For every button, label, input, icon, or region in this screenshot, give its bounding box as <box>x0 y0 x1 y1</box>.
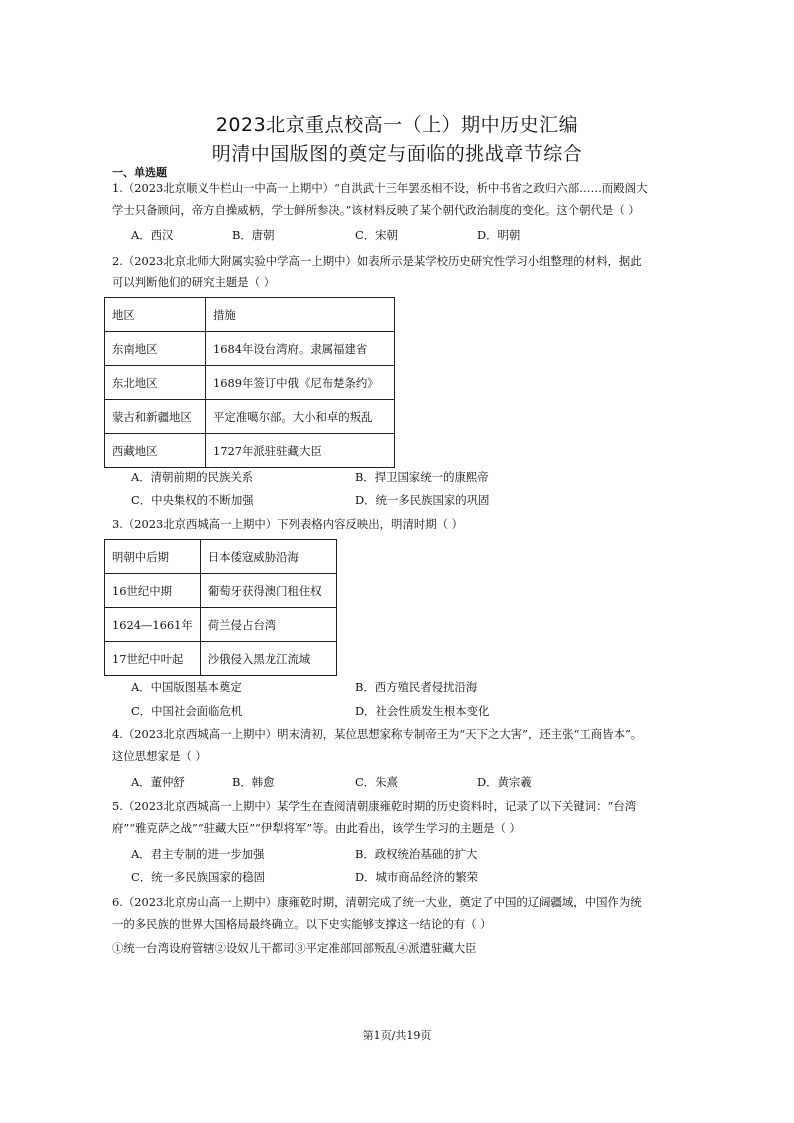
q4-option-b: B．韩愈 <box>232 775 275 789</box>
q2-option-b: B．捍卫国家统一的康熙帝 <box>355 470 489 484</box>
table-row <box>105 608 337 642</box>
table-row <box>105 434 395 468</box>
q5-option-b: B．政权统治基础的扩大 <box>355 847 478 861</box>
q4-option-a: A．董仲舒 <box>131 775 185 789</box>
q4-option-d: D．黄宗羲 <box>477 775 532 789</box>
q2-option-a: A．清朝前期的民族关系 <box>131 470 254 484</box>
table-row <box>105 540 337 574</box>
table-cell: 西藏地区 <box>105 434 206 468</box>
table-cell: 16世纪中期 <box>105 574 201 608</box>
table-cell: 平定准噶尔部。大小和卓的叛乱 <box>206 400 395 434</box>
table-cell: 葡萄牙获得澳门租住权 <box>200 574 336 608</box>
q1-text-line2: 学士只备顾问，帝方自操威柄，学士鲜所参决。”该材料反映了某个朝代政治制度的变化。这个朝代是（ ） <box>112 203 640 217</box>
q1-text-line1: 1.（2023北京顺义牛栏山一中高一上期中）“自洪武十三年罢丞相不设，析中书省之政归六部……而殿阁大 <box>112 181 648 195</box>
q2-text-line1: 2.（2023北京北师大附属实验中学高一上期中）如表所示是某学校历史研究性学习小组整理的材料，据此 <box>112 254 642 268</box>
q4-text-line1: 4.（2023北京西城高一上期中）明末清初，某位思想家称专制帝王为“天下之大害”，还主张“工商皆本”。 <box>112 727 643 741</box>
table-cell: 明朝中后期 <box>105 540 201 574</box>
q2-option-d: D．统一多民族国家的巩固 <box>355 493 490 507</box>
table-row <box>105 400 395 434</box>
q5-text-line1: 5.（2023北京西城高一上期中）某学生在查阅清朝康雍乾时期的历史资料时，记录了以下关键词：“台湾 <box>112 799 637 813</box>
table-cell: 17世纪中叶起 <box>105 642 201 676</box>
q6-text-line1: 6.（2023北京房山高一上期中）康雍乾时期，清朝完成了统一大业，奠定了中国的辽阔疆域，中国作为统 <box>112 895 642 909</box>
q6-text-line2: 一的多民族的世界大国格局最终确立。以下史实能够支撑这一结论的有（ ） <box>112 917 492 931</box>
table-cell: 1727年派驻驻藏大臣 <box>206 434 395 468</box>
table-cell: 荷兰侵占台湾 <box>200 608 336 642</box>
doc-title-line1: 2023北京重点校高一（上）期中历史汇编 <box>215 114 579 136</box>
q2-table <box>104 297 395 468</box>
table-cell: 蒙古和新疆地区 <box>105 400 206 434</box>
q3-option-c: C．中国社会面临危机 <box>131 704 243 718</box>
q1-option-d: D．明朝 <box>477 228 521 242</box>
q6-text-line3: ①统一台湾设府管辖②设奴儿干都司③平定准部回部叛乱④派遣驻藏大臣 <box>112 941 477 955</box>
q2-text-line2: 可以判断他们的研究主题是（ ） <box>112 275 276 289</box>
q3-option-b: B．西方殖民者侵扰沿海 <box>355 680 478 694</box>
q2-option-c: C．中央集权的不断加强 <box>131 493 254 507</box>
table-cell: 地区 <box>105 298 206 332</box>
q4-text-line2: 这位思想家是（ ） <box>112 749 207 763</box>
q1-option-b: B．唐朝 <box>232 228 275 242</box>
q5-text-line2: 府”“雅克萨之战”“驻藏大臣”“伊犁将军”等。由此看出，该学生学习的主题是（ ） <box>112 821 521 835</box>
table-cell: 1624—1661年 <box>105 608 201 642</box>
q3-text-line1: 3.（2023北京西城高一上期中）下列表格内容反映出，明清时期（ ） <box>112 517 464 531</box>
table-cell: 东北地区 <box>105 366 206 400</box>
table-row <box>105 642 337 676</box>
q5-option-a: A．君主专制的进一步加强 <box>131 847 265 861</box>
table-row <box>105 298 395 332</box>
q4-option-c: C．朱熹 <box>355 775 398 789</box>
q3-table <box>104 539 337 676</box>
q1-option-a: A．西汉 <box>131 228 174 242</box>
q3-option-d: D．社会性质发生根本变化 <box>355 704 490 718</box>
q5-option-d: D．城市商品经济的繁荣 <box>355 870 479 884</box>
table-row <box>105 332 395 366</box>
table-cell: 措施 <box>206 298 395 332</box>
q3-option-a: A．中国版图基本奠定 <box>131 680 242 694</box>
page-footer: 第1页/共19页 <box>362 1029 432 1042</box>
table-cell: 1689年签订中俄《尼布楚条约》 <box>206 366 395 400</box>
section-heading: 一、单选题 <box>112 166 167 179</box>
q5-option-c: C．统一多民族国家的稳固 <box>131 870 266 884</box>
table-cell: 东南地区 <box>105 332 206 366</box>
table-cell: 日本倭寇威胁沿海 <box>200 540 336 574</box>
table-cell: 1684年设台湾府。隶属福建省 <box>206 332 395 366</box>
table-cell: 沙俄侵入黑龙江流域 <box>200 642 336 676</box>
table-row <box>105 366 395 400</box>
q1-option-c: C．宋朝 <box>355 228 398 242</box>
table-row <box>105 574 337 608</box>
doc-title-line2: 明清中国版图的奠定与面临的挑战章节综合 <box>211 143 583 165</box>
